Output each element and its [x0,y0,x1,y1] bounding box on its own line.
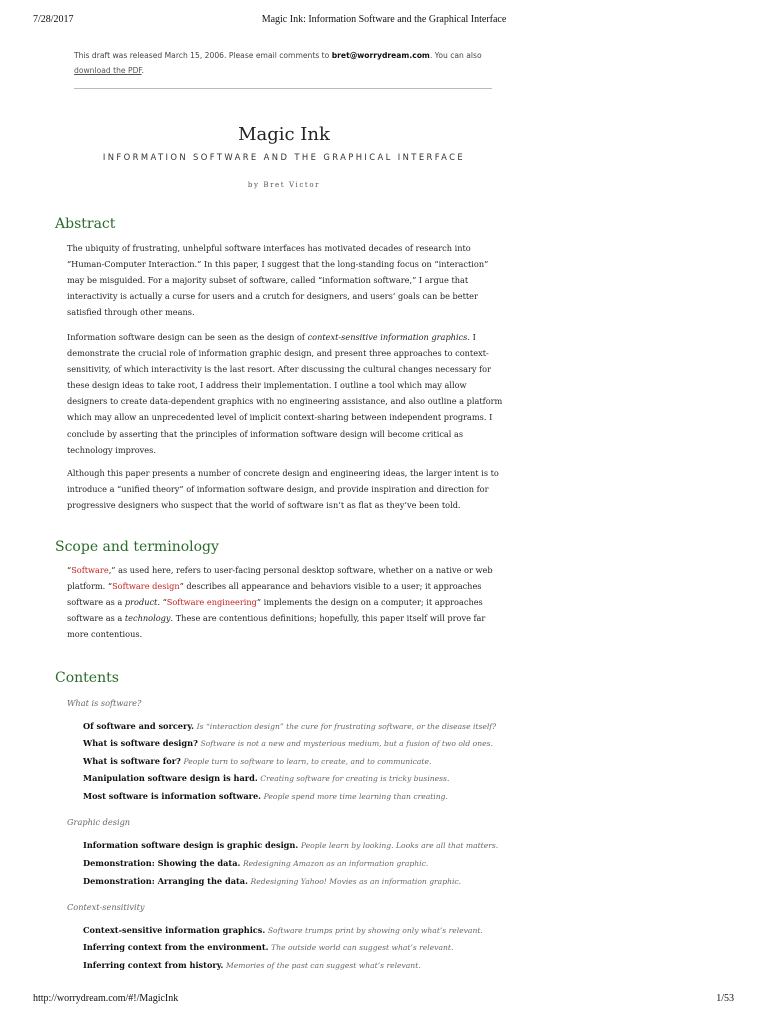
contents-item[interactable]: Inferring context from history. Memories of the past can suggest what’s relevant. [83,960,421,970]
contents-item[interactable]: Most software is information software. People spend more time learning than creating. [83,791,448,801]
doc-byline: by Bret Victor [247,181,321,189]
abstract-heading: Abstract [55,216,116,232]
doc-subtitle: INFORMATION SOFTWARE AND THE GRAPHICAL INTERFACE [102,152,466,162]
contents-item[interactable]: Context-sensitive information graphics. Software trumps print by showing only what’s relevant. [83,925,483,935]
print-doc-title: Magic Ink: Information Software and the Graphical Interface [261,14,507,25]
print-date: 7/28/2017 [33,14,74,25]
print-page-number: 1/53 [716,993,734,1004]
divider [74,88,492,89]
abstract-paragraph-3: Although this paper presents a number of concrete design and engineering ideas, the larger intent is to introduce a “unified theory” of information software design, and provide inspiration and direction for progressive designers who suspect that the world of software isn’t as flat as they’ve been told. [67,468,499,511]
contents-item[interactable]: Of software and sorcery. Is “interaction design” the cure for frustrating software, or the disease itself? [83,721,497,731]
scope-paragraph: “Software,” as used here, refers to user-facing personal desktop software, whether on a native or web platform. “Software design” describes all appearance and behaviors visible to a user; it approaches software as a product. “Software engineering” implements the design on a computer; it approaches software as a technology. These are contentious definitions; hopefully, this paper itself will prove far more contentious. [67,565,493,640]
contents-group-label: Graphic design [67,817,131,827]
abstract-paragraph-1: The ubiquity of frustrating, unhelpful software interfaces has motivated decades of research into “Human-Computer Interaction.” In this paper, I suggest that the long-standing focus on “interaction” may be misguided. For a majority subset of software, called “information software,” I argue that interactivity is actually a curse for users and a crutch for designers, and users’ goals can be better satisfied through other means. [67,243,489,318]
contents-group-label: What is software? [67,698,142,708]
contents-item[interactable]: Demonstration: Arranging the data. Redesigning Yahoo! Movies as an information graphic. [83,876,462,886]
software-engineering-link[interactable]: Software engineering [166,597,257,608]
doc-title: Magic Ink [238,124,330,145]
contents-item[interactable]: Manipulation software design is hard. Creating software for creating is tricky business. [83,773,450,783]
scope-heading: Scope and terminology [55,539,219,555]
download-pdf-link[interactable]: download the PDF [74,66,142,75]
software-design-link[interactable]: Software design [112,581,180,592]
software-link[interactable]: Software [71,565,109,575]
print-url: http://worrydream.com/#!/MagicInk [33,993,179,1004]
contents-item[interactable]: Inferring context from the environment. The outside world can suggest what’s relevant. [83,942,454,952]
contents-heading: Contents [55,670,119,686]
contents-item[interactable]: What is software for? People turn to software to learn, to create, and to communicate. [83,756,432,766]
email-link[interactable]: bret@worrydream.com [331,51,430,60]
contents-item[interactable]: Demonstration: Showing the data. Redesigning Amazon as an information graphic. [83,858,429,868]
contents-item[interactable]: What is software design? Software is not a new and mysterious medium, but a fusion of two old ones. [83,738,493,748]
abstract-paragraph-2: Information software design can be seen as the design of context-sensitive information graphics. I demonstrate the crucial role of information graphic design, and present three approaches to context-sensitivity, of which interactivity is the last resort. After discussing the cultural changes necessary for these design ideas to take root, I address their implementation. I outline a tool which may allow designers to create data-dependent graphics with no engineering assistance, and also outline a platform which may allow an unprecedented level of implicit context-sharing between independent programs. I conclude by asserting that the principles of information software design will become critical as technology improves. [67,332,503,455]
draft-notice: This draft was released March 15, 2006. Please email comments to bret@worrydream.com. You can also download the PDF. [74,51,482,75]
contents-item[interactable]: Information software design is graphic design. People learn by looking. Looks are all that matters. [83,840,499,850]
contents-group-label: Context-sensitivity [67,902,145,912]
